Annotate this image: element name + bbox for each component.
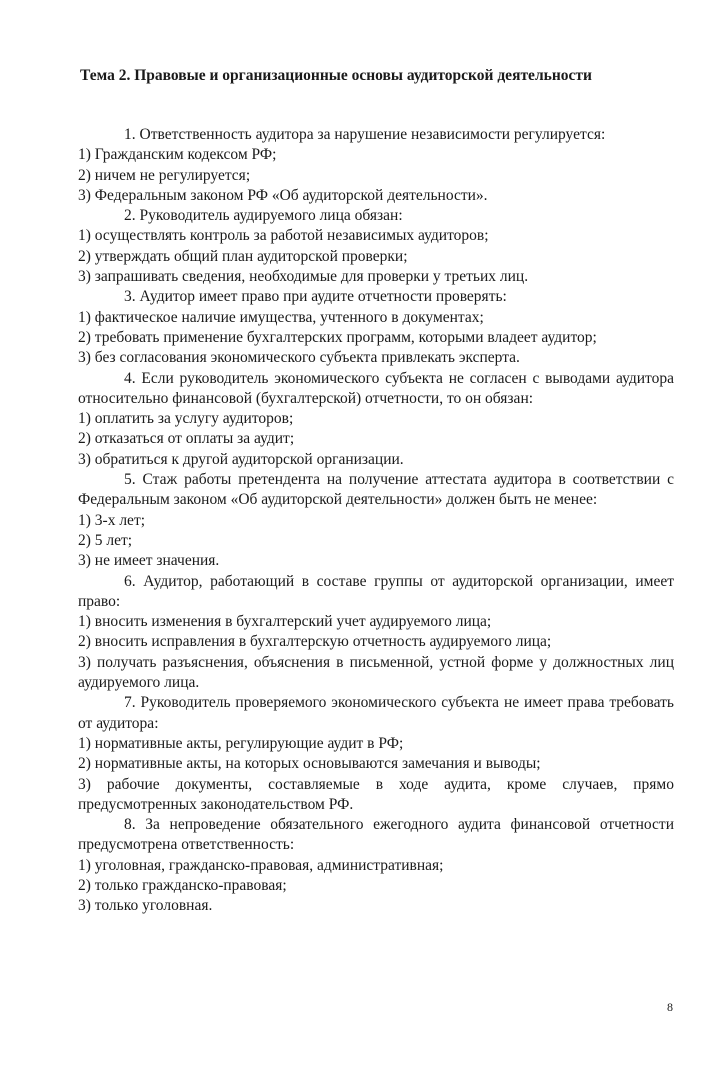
answer-option: 1) фактическое наличие имущества, учтенного в документах; [78,308,484,326]
question-text: 1. Ответственность аудитора за нарушение независимости регулируется: [124,126,606,143]
topic-title: Тема 2. Правовые и организационные основы аудиторской деятельности [80,67,592,84]
question-block [78,815,674,916]
answer-option: 1) 3-х лет; [78,511,146,529]
question-text: 6. Аудитор, работающий в составе группы от аудиторской организации, имеет право: [78,572,674,610]
answer-option: 2) ничем не регулируется; [78,166,251,184]
answer-option: 3) получать разъяснения, объяснения в письменной, устной форме у должностных лиц аудируемого лица. [78,653,674,692]
answer-option: 3) только уголовная. [78,897,213,915]
answer-option: 2) 5 лет; [78,531,133,549]
answer-option: 2) только гражданско-правовая; [78,876,287,894]
answer-option: 1) нормативные акты, регулирующие аудит в РФ; [78,734,404,752]
question-block [78,693,674,815]
question-block [78,470,674,571]
answer-option: 3) запрашивать сведения, необходимые для проверки у третьих лиц. [78,268,529,286]
answer-option: 1) уголовная, гражданско-правовая, административная; [78,856,444,874]
answer-option: 2) утверждать общий план аудиторской проверки; [78,247,408,265]
page-number: 8 [667,1000,673,1014]
answer-option: 3) без согласования экономического субъекта привлекать эксперта. [78,349,520,367]
answer-option: 1) оплатить за услугу аудиторов; [78,410,294,428]
question-text: 2. Руководитель аудируемого лица обязан: [124,207,403,225]
question-block [78,369,674,470]
question-text: 8. За непроведение обязательного ежегодного аудита финансовой отчетности предусмотрена ответственность: [78,816,674,854]
answer-option: 3) рабочие документы, составляемые в ходе аудита, кроме случаев, прямо предусмотренных законодательством РФ. [78,775,674,813]
answer-option: 3) обратиться к другой аудиторской организации. [78,450,404,468]
question-text: 4. Если руководитель экономического субъекта не согласен с выводами аудитора относительно финансовой (бухгалтерской) отчетности, то он обязан: [78,369,674,407]
answer-option: 3) не имеет значения. [78,552,220,570]
question-text: 3. Аудитор имеет право при аудите отчетности проверять: [124,288,507,306]
question-text: 5. Стаж работы претендента на получение аттестата аудитора в соответствии с Федеральным законом «Об аудиторской деятельности» должен быть не менее: [78,471,674,509]
question-text: 7. Руководитель проверяемого экономического субъекта не имеет права требовать от аудитора: [78,694,674,732]
answer-option: 1) Гражданским кодексом РФ; [78,146,277,164]
question-list [78,125,674,917]
question-block [78,572,674,694]
question-block [78,287,674,368]
answer-option: 2) нормативные акты, на которых основываются замечания и выводы; [78,755,541,773]
question-block [78,206,674,287]
question-block [78,125,674,206]
answer-option: 2) требовать применение бухгалтерских программ, которыми владеет аудитор; [78,328,597,346]
answer-option: 1) вносить изменения в бухгалтерский учет аудируемого лица; [78,613,492,631]
answer-option: 1) осуществлять контроль за работой независимых аудиторов; [78,227,489,245]
answer-option: 2) вносить исправления в бухгалтерскую отчетность аудируемого лица; [78,633,552,651]
answer-option: 3) Федеральным законом РФ «Об аудиторской деятельности». [78,186,488,204]
answer-option: 2) отказаться от оплаты за аудит; [78,430,295,448]
